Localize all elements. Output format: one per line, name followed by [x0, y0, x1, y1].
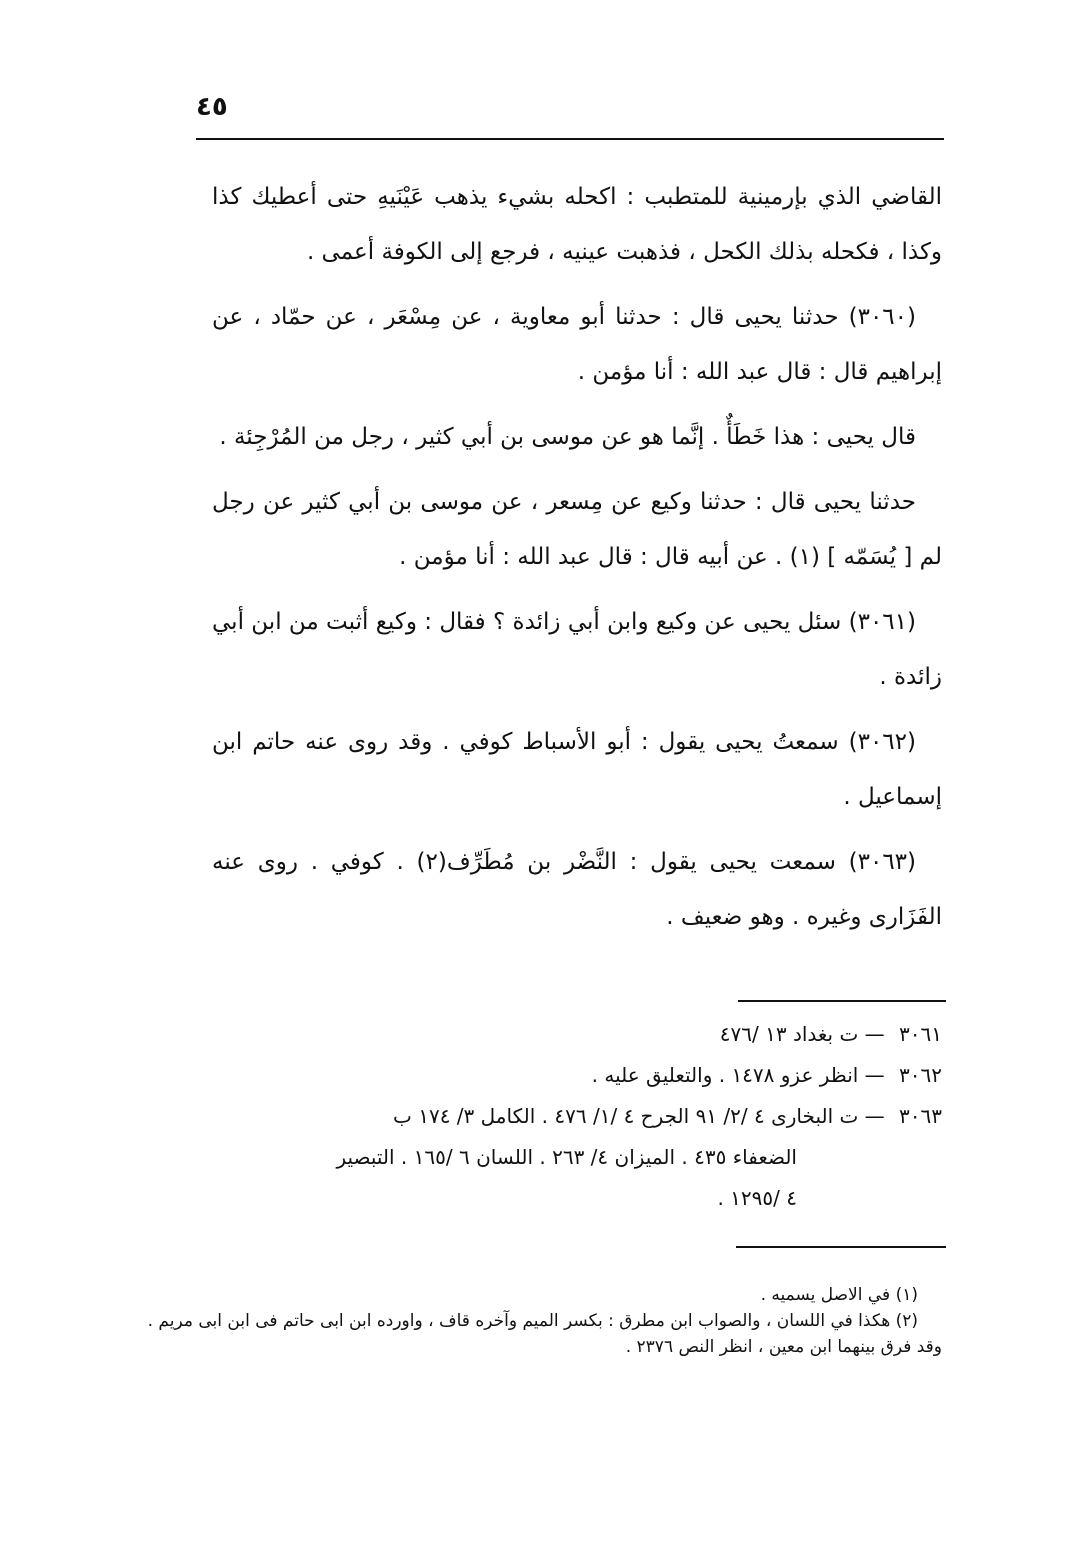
footnotes [142, 1282, 942, 1360]
paragraph: (٣٠٦٣) سمعت يحيى يقول : النَّضْر بن مُطَرِّف(٢) . كوفي . روى عنه الفَزَارى وغيره . وهو ضعيف . [212, 849, 942, 930]
reference-text: — ت البخارى ٤ /٢/ ٩١ الجرح ٤ /١/ ٤٧٦ . الكامل ٣/ ١٧٤ ب [393, 1104, 885, 1128]
reference-continuation: ٤ /١٢٩٥ . [717, 1186, 797, 1210]
reference-number: ٣٠٦٣ [899, 1104, 942, 1128]
footnotes-rule [736, 1246, 946, 1248]
reference-item [190, 1014, 942, 1055]
paragraph: القاضي الذي بإرمينية للمتطبب : اكحله بشيء يذهب عَيْنَيهِ حتى أعطيك كذا وكذا ، فكحله بذلك الكحل ، فذهبت عينيه ، فرجع إلى الكوفة أعمى . [212, 184, 942, 265]
reference-number: ٣٠٦١ [899, 1022, 942, 1046]
paragraph: (٣٠٦١) سئل يحيى عن وكيع وابن أبي زائدة ؟ فقال : وكيع أثبت من ابن أبي زائدة . [212, 609, 942, 690]
header-rule [196, 138, 944, 140]
paragraph: قال يحيى : هذا خَطَأٌ . إنَّما هو عن موسى بن أبي كثير ، رجل من المُرْجِئة . [219, 424, 916, 450]
main-text [212, 170, 942, 955]
reference-item [190, 1096, 942, 1137]
reference-item [190, 1055, 942, 1096]
page-number: ٤٥ [196, 92, 228, 122]
footnote: (٢) هكذا في اللسان ، والصواب ابن مطرق : بكسر الميم وآخره قاف ، واورده ابن ابى حاتم فى ابن ابى مريم . وقد فرق بينهما ابن معين ، انظر النص ٢٣٧٦ . [147, 1311, 942, 1357]
reference-continuation: الضعفاء ٤٣٥ . الميزان ٤/ ٢٦٣ . اللسان ٦ /١٦٥ . التبصير [336, 1145, 797, 1169]
reference-number: ٣٠٦٢ [899, 1063, 942, 1087]
paragraph: حدثنا يحيى قال : حدثنا وكيع عن مِسعر ، عن موسى بن أبي كثير عن رجل لم [ يُسَمّه ] (١) . عن أبيه قال : قال عبد الله : أنا مؤمن . [212, 489, 942, 570]
footnote: (١) في الاصل يسميه . [760, 1285, 918, 1305]
paragraph: (٣٠٦٠) حدثنا يحيى قال : حدثنا أبو معاوية ، عن مِسْعَر ، عن حمّاد ، عن إبراهيم قال : قال عبد الله : أنا مؤمن . [212, 304, 942, 385]
reference-text: — انظر عزو ١٤٧٨ . والتعليق عليه . [591, 1063, 885, 1087]
references [190, 1014, 942, 1219]
references-rule [738, 1000, 946, 1002]
paragraph: (٣٠٦٢) سمعتُ يحيى يقول : أبو الأسباط كوفي . وقد روى عنه حاتم ابن إسماعيل . [212, 729, 942, 810]
reference-text: — ت بغداد ١٣ /٤٧٦ [719, 1022, 885, 1046]
